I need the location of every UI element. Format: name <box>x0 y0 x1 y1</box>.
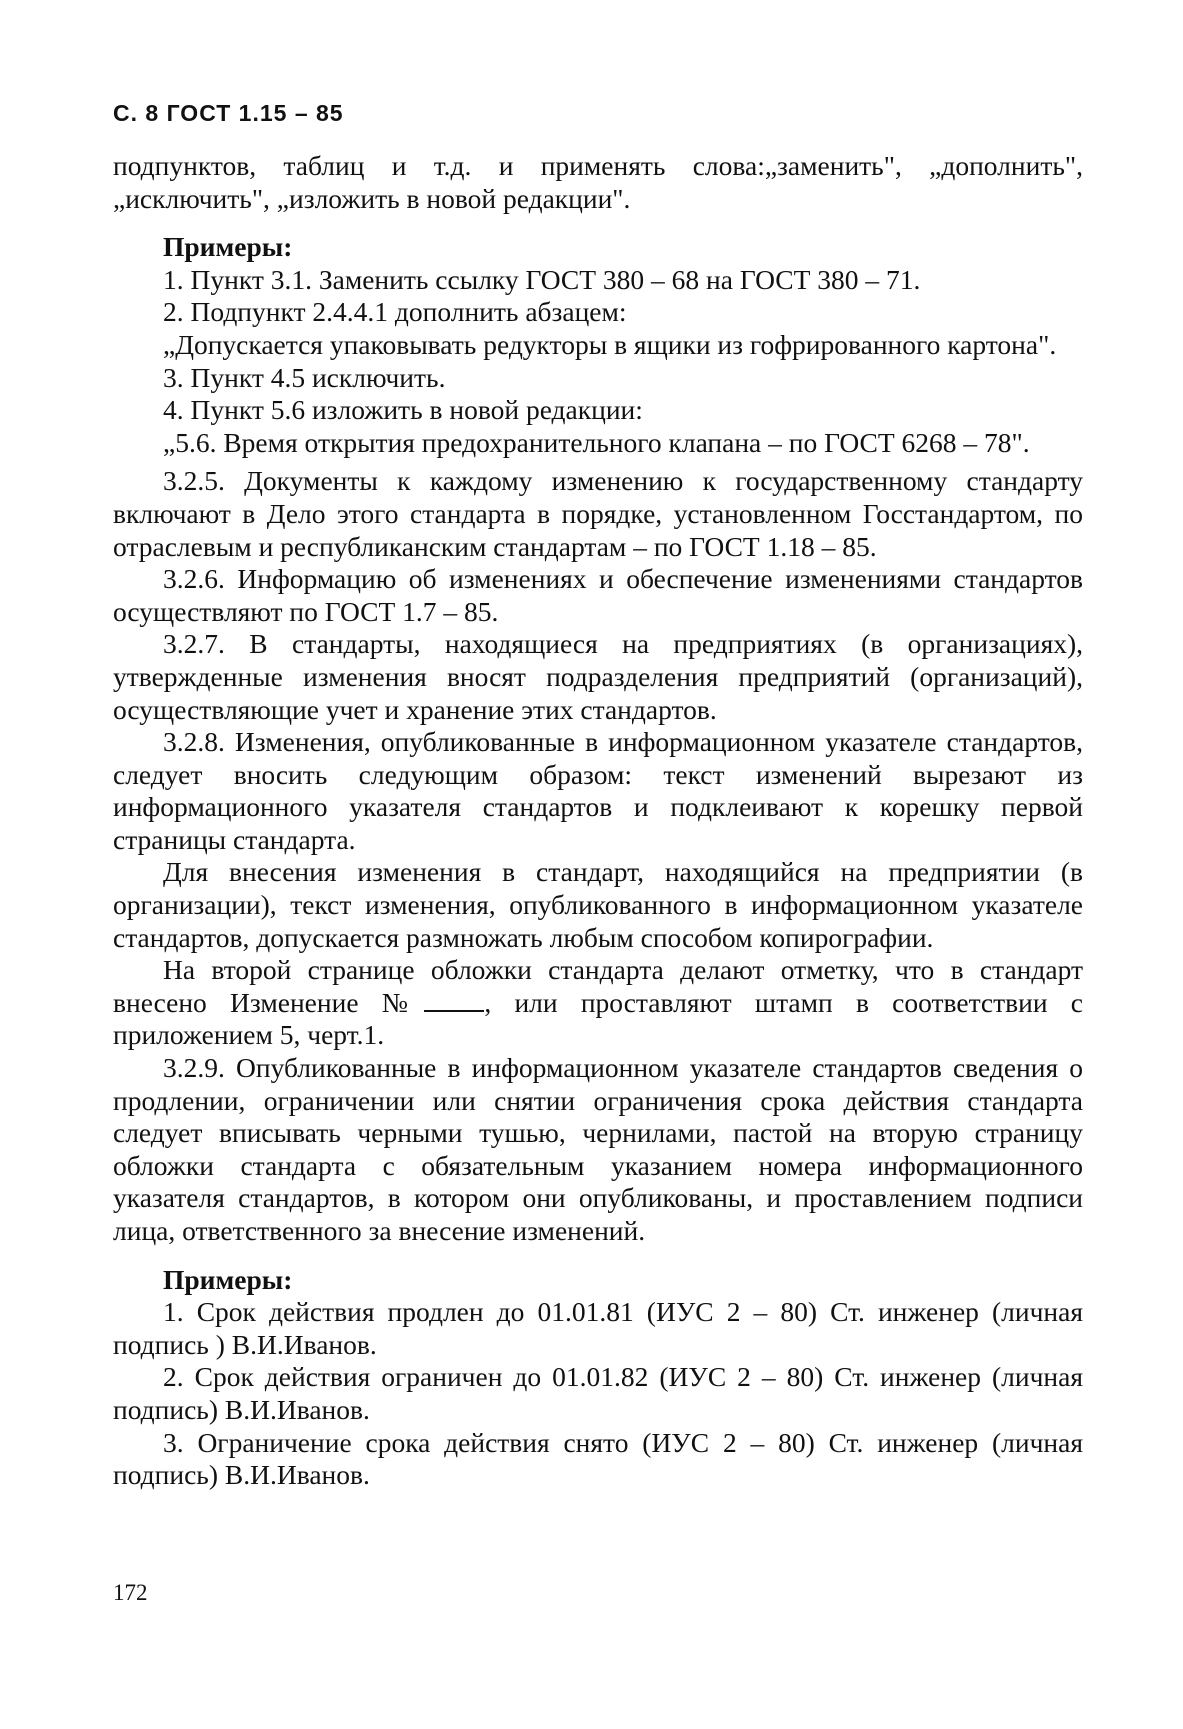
examples-label-1: Примеры: <box>163 231 293 263</box>
intro-line-1: подпунктов, таблиц и т.д. и применять слова:„заменить", „дополнить", <box>113 150 1083 181</box>
paragraph-3-2-5: 3.2.5. Документы к каждому изменению к государственному стандарту включают в Дело этого стандарта в порядке, установленном Госстандартом, по отраслевым и республиканским стандартам – по ГОСТ 1.18 – 85. <box>113 465 1083 562</box>
paragraph-3-2-9: 3.2.9. Опубликованные в информационном указателе стандартов сведения о продлении, ограничении или снятии ограничения срока действия стандарта следует вписывать черными тушью, чернилами, пастой на вторую страницу обложки стандарта с обязательным указанием номера информационного указателя стандартов, в котором они опубликованы, и проставлением подписи лица, ответственного за внесение изменений. <box>113 1052 1083 1246</box>
running-header: С. 8 ГОСТ 1.15 – 85 <box>113 100 344 126</box>
example-1-4-quote: „5.6. Время открытия предохранительного клапана – по ГОСТ 6268 – 78". <box>163 426 1030 458</box>
intro-line-2: „исключить", „изложить в новой редакции". <box>113 182 631 214</box>
paragraph-3-2-8-b: Для внесения изменения в стандарт, находящийся на предприятии (в организации), текст изменения, опубликованного в информационном указателе стандартов, допускается размножать любым способом копирографии. <box>113 856 1083 953</box>
example-1-1: 1. Пункт 3.1. Заменить ссылку ГОСТ 380 – 68 на ГОСТ 380 – 71. <box>163 263 921 295</box>
example-2-2: 2. Срок действия ограничен до 01.01.82 (ИУС 2 – 80) Ст. инженер (личная подпись) В.И.Иванов. <box>113 1361 1083 1425</box>
paragraph-3-2-8-c-part1: На второй странице обложки стандарта делают отметку, что в стандарт внесено Изменение № <box>113 954 1083 1018</box>
paragraph-3-2-8-c-part2: , или проставляют штамп в соответствии с приложением 5, черт.1. <box>113 986 1083 1051</box>
example-1-4: 4. Пункт 5.6 изложить в новой редакции: <box>163 394 643 426</box>
examples-label-2: Примеры: <box>163 1263 293 1295</box>
paragraph-3-2-8: 3.2.8. Изменения, опубликованные в информационном указателе стандартов, следует вносить следующим образом: текст изменений вырезают из информационного указателя стандартов и подклеивают к корешку первой страницы стандарта. <box>113 726 1083 855</box>
example-1-2-quote: „Допускается упаковывать редукторы в ящики из гофрированного картона". <box>163 328 1057 360</box>
paragraph-3-2-6: 3.2.6. Информацию об изменениях и обеспечение изменениями стандартов осуществляют по ГОСТ 1.7 – 85. <box>113 563 1083 627</box>
page-number: 172 <box>113 1580 148 1605</box>
change-number-blank <box>424 992 484 1012</box>
body-text <box>113 150 1083 1492</box>
paragraph-3-2-8-c <box>113 954 1083 1052</box>
example-1-3: 3. Пункт 4.5 исключить. <box>163 361 446 393</box>
paragraph-3-2-7: 3.2.7. В стандарты, находящиеся на предприятиях (в организациях), утвержденные изменения вносят подразделения предприятий (организаций), осуществляющие учет и хранение этих стандартов. <box>113 628 1083 725</box>
example-2-1: 1. Срок действия продлен до 01.01.81 (ИУС 2 – 80) Ст. инженер (личная подпись ) В.И.Иванов. <box>113 1296 1083 1360</box>
example-2-3: 3. Ограничение срока действия снято (ИУС 2 – 80) Ст. инженер (личная подпись) В.И.Иванов. <box>113 1426 1083 1491</box>
example-1-2: 2. Подпункт 2.4.4.1 дополнить абзацем: <box>163 296 627 328</box>
